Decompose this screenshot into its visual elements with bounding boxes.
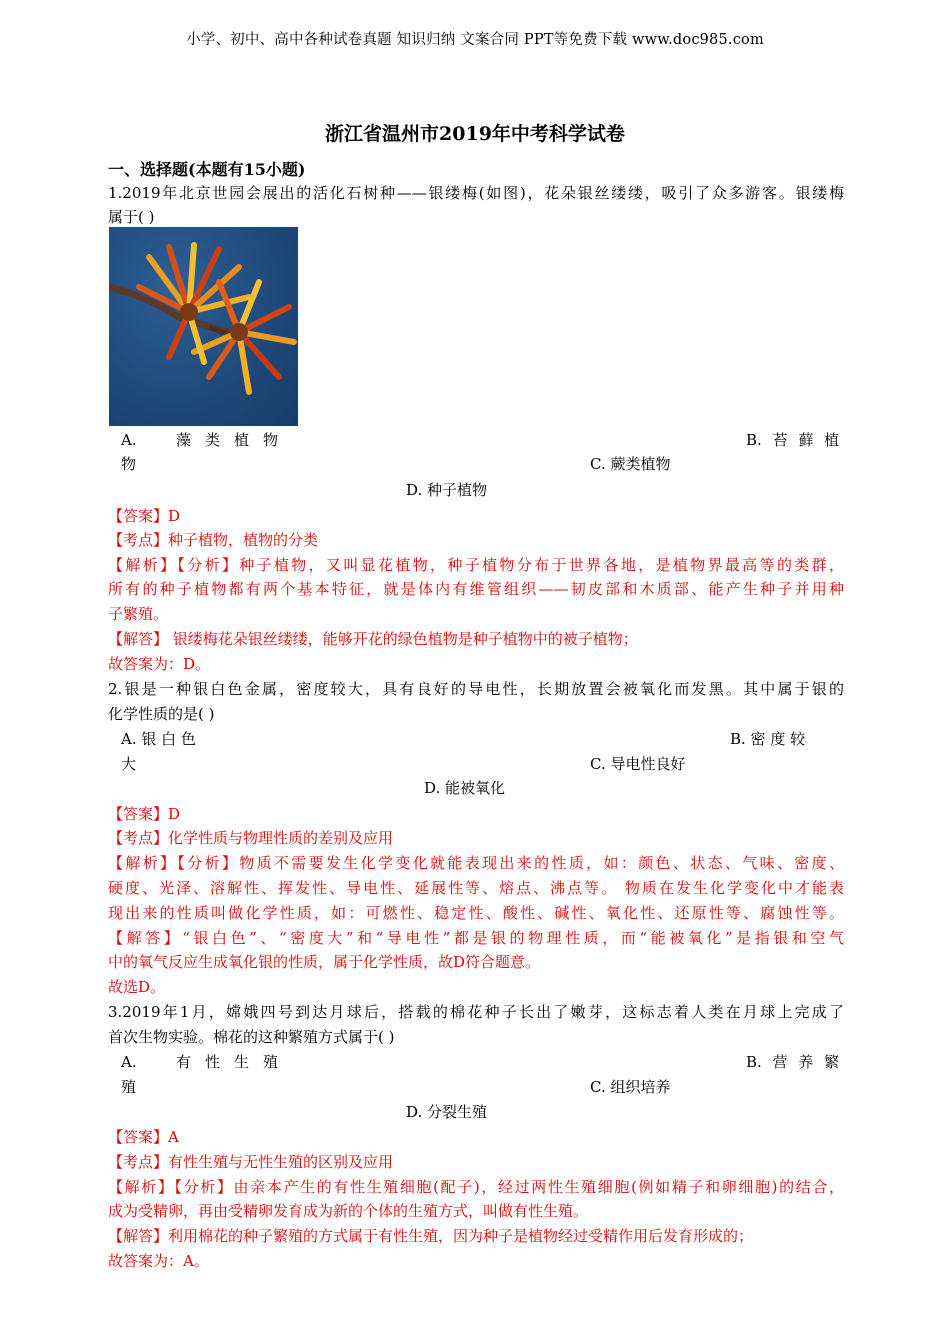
q3-final: 故答案为：A。: [108, 1252, 209, 1270]
q2-point: 【考点】化学性质与物理性质的差别及应用: [108, 829, 394, 847]
q2-solution-line2: 中的氧气反应生成氧化银的性质，属于化学性质，故D符合题意。: [108, 953, 541, 971]
q3-option-a-label: A.: [121, 1053, 137, 1071]
q2-option-c: C. 导电性良好: [590, 755, 686, 773]
q2-option-a: A. 银 白 色: [121, 730, 196, 748]
q3-option-b: B. 营 养 繁: [746, 1053, 840, 1071]
q2-analysis-line2: 硬度、光泽、溶解性、挥发性、导电性、延展性等、熔点、沸点等。 物质在发生化学变化中才能表: [108, 879, 844, 897]
q3-answer: 【答案】A: [108, 1128, 179, 1146]
q1-option-c: C. 蕨类植物: [590, 455, 671, 473]
q2-analysis-line3: 现出来的性质叫做化学性质，如：可燃性、稳定性、酸性、碱性、氧化性、还原性等、腐蚀性等。: [108, 904, 844, 922]
q1-final: 故答案为：D。: [108, 655, 211, 673]
q2-analysis-line1: 【解析】【分析】物质不需要发生化学变化就能表现出来的性质，如：颜色、状态、气味、密度、: [108, 854, 844, 872]
q1-analysis-line3: 子繁殖。: [108, 605, 169, 623]
q1-answer: 【答案】D: [108, 507, 181, 525]
q3-analysis-line2: 成为受精卵，再由受精卵发育成为新的个体的生殖方式，叫做有性生殖。: [108, 1202, 589, 1220]
q1-option-b: B. 苔 藓 植: [746, 431, 840, 449]
section-heading: 一、选择题(本题有15小题): [108, 160, 306, 179]
q3-point: 【考点】有性生殖与无性生殖的区别及应用: [108, 1153, 394, 1171]
silver-plum-flower-image: [109, 227, 298, 426]
q3-option-a: 有性生殖: [176, 1053, 293, 1071]
q1-analysis-line2: 所有的种子植物都有两个基本特征，就是体内有维管组织——韧皮部和木质部、能产生种子并用种: [108, 580, 844, 598]
q3-option-d: D. 分裂生殖: [406, 1103, 488, 1121]
q1-stem-line1: 1.2019年北京世园会展出的活化石树种——银缕梅(如图)，花朵银丝缕缕，吸引了众多游客。银缕梅: [108, 184, 844, 202]
q2-stem-line2: 化学性质的是( ): [108, 705, 215, 723]
q1-option-a: 藻类植物: [176, 431, 293, 449]
q2-stem-line1: 2.银是一种银白色金属，密度较大，具有良好的导电性，长期放置会被氧化而发黑。其中属于银的: [108, 680, 844, 698]
q3-stem-line2: 首次生物实验。棉花的这种繁殖方式属于( ): [108, 1028, 395, 1046]
q3-solution: 【解答】利用棉花的种子繁殖的方式属于有性生殖，因为种子是植物经过受精作用后发育形成的；: [108, 1227, 754, 1245]
q1-solution: 【解答】 银缕梅花朵银丝缕缕，能够开花的绿色植物是种子植物中的被子植物；: [108, 630, 638, 648]
q2-option-b-cont: 大: [121, 755, 137, 773]
q3-analysis-line1: 【解析】【分析】由亲本产生的有性生殖细胞(配子)，经过两性生殖细胞(例如精子和卵细胞)的结合，: [108, 1178, 844, 1196]
page-header: 小学、初中、高中各种试卷真题 知识归纳 文案合同 PPT等免费下载 www.doc985.com: [186, 32, 764, 48]
q1-analysis-line1: 【解析】【分析】种子植物，又叫显花植物，种子植物分布于世界各地，是植物界最高等的类群，: [108, 556, 844, 574]
q2-option-b: B. 密 度 较: [730, 730, 806, 748]
page-title: 浙江省温州市2019年中考科学试卷: [325, 123, 625, 145]
q1-stem-line2: 属于( ): [108, 208, 155, 226]
q2-final: 故选D。: [108, 978, 166, 996]
q2-answer: 【答案】D: [108, 805, 181, 823]
flower-photo: [109, 227, 298, 426]
q3-option-c: C. 组织培养: [590, 1078, 671, 1096]
q3-stem-line1: 3.2019年1月，嫦娥四号到达月球后，搭载的棉花种子长出了嫩芽，这标志着人类在月球上完成了: [108, 1003, 844, 1021]
q1-point: 【考点】种子植物，植物的分类: [108, 531, 319, 549]
q2-option-d: D. 能被氧化: [424, 779, 506, 797]
q2-solution-line1: 【解答】“银白色”、“密度大”和“导电性”都是银的物理性质，而“能被氧化”是指银和空气: [108, 929, 844, 947]
q1-option-b-cont: 物: [121, 455, 137, 473]
q3-option-b-cont: 殖: [121, 1078, 137, 1096]
q1-option-d: D. 种子植物: [406, 481, 488, 499]
q1-option-a-label: A.: [121, 431, 137, 449]
